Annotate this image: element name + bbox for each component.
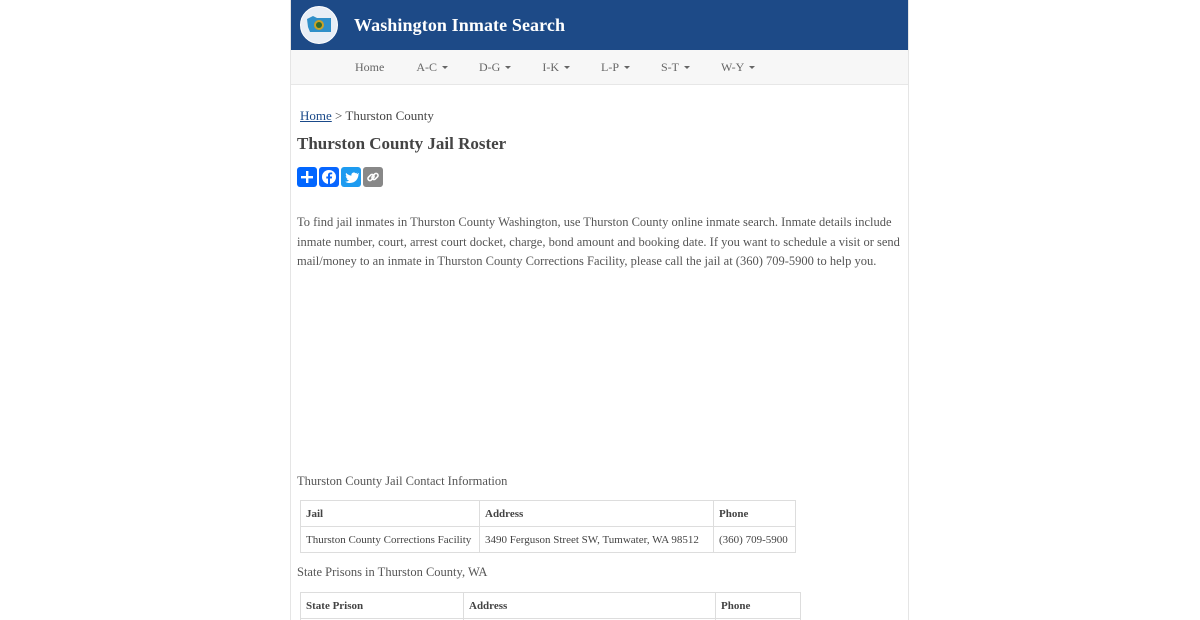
nav-item-l-p[interactable]: [601, 60, 630, 75]
breadcrumb-separator: >: [335, 108, 343, 123]
nav-item-label: I-K: [542, 59, 559, 74]
contact-table: [300, 500, 796, 553]
nav-item-home[interactable]: [355, 60, 384, 75]
copy-link-button[interactable]: [363, 167, 383, 187]
facebook-icon: [321, 169, 337, 185]
column-header-state-prison: State Prison: [301, 593, 464, 619]
site-header: [291, 0, 908, 50]
breadcrumb-home-link[interactable]: Home: [300, 108, 332, 123]
main-content: [291, 108, 908, 620]
intro-paragraph: To find jail inmates in Thurston County Washington, use Thurston County online inmate search. Inmate details include inmate number, court, arrest court docket, charge, bond amount and booking date. If you want to schedule a visit or send mail/money to an inmate in Thurston County Corrections Facility, please call the jail at (360) 709-5900 to help you.: [297, 215, 900, 268]
nav-item-label: S-T: [661, 59, 679, 74]
table-row: [301, 527, 796, 553]
plus-icon: [300, 170, 314, 184]
breadcrumb-current: Thurston County: [345, 108, 434, 123]
nav-item-label: L-P: [601, 59, 619, 74]
ad-placeholder: [297, 284, 902, 474]
nav-item-label: D-G: [479, 59, 501, 74]
nav-item-w-y[interactable]: [721, 60, 755, 75]
nav-item-label: W-Y: [721, 59, 745, 74]
facebook-share-button[interactable]: [319, 167, 339, 187]
breadcrumb: [300, 108, 902, 124]
cell-address: 3490 Ferguson Street SW, Tumwater, WA 98512: [480, 527, 714, 553]
washington-state-seal-icon[interactable]: [300, 6, 338, 44]
column-header-address: Address: [480, 501, 714, 527]
prisons-heading: State Prisons in Thurston County, WA: [297, 565, 488, 579]
nav-item-label: Home: [355, 59, 385, 74]
contact-heading: Thurston County Jail Contact Information: [297, 474, 508, 488]
twitter-share-button[interactable]: [341, 167, 361, 187]
caret-down-icon: [684, 66, 690, 69]
caret-down-icon: [749, 66, 755, 69]
cell-phone: (360) 709-5900: [714, 527, 796, 553]
column-header-phone: Phone: [714, 501, 796, 527]
table-header-row: [301, 501, 796, 527]
page-title: Thurston County Jail Roster: [297, 134, 507, 153]
share-buttons: [297, 167, 902, 187]
share-button[interactable]: [297, 167, 317, 187]
column-header-address: Address: [464, 593, 716, 619]
site-title[interactable]: Washington Inmate Search: [354, 14, 566, 35]
cell-jail-name: Thurston County Corrections Facility: [301, 527, 480, 553]
nav-item-a-c[interactable]: [416, 60, 448, 75]
table-header-row: [301, 593, 801, 619]
nav-item-d-g[interactable]: [479, 60, 511, 75]
link-icon: [366, 170, 380, 184]
twitter-icon: [344, 170, 359, 185]
prisons-table: [300, 592, 801, 620]
main-nav: [291, 50, 908, 85]
caret-down-icon: [624, 66, 630, 69]
nav-item-label: A-C: [416, 59, 437, 74]
caret-down-icon: [442, 66, 448, 69]
nav-item-s-t[interactable]: [661, 60, 690, 75]
caret-down-icon: [505, 66, 511, 69]
column-header-phone: Phone: [716, 593, 801, 619]
column-header-jail: Jail: [301, 501, 480, 527]
nav-item-i-k[interactable]: [542, 60, 570, 75]
caret-down-icon: [564, 66, 570, 69]
page-container: [290, 0, 909, 620]
